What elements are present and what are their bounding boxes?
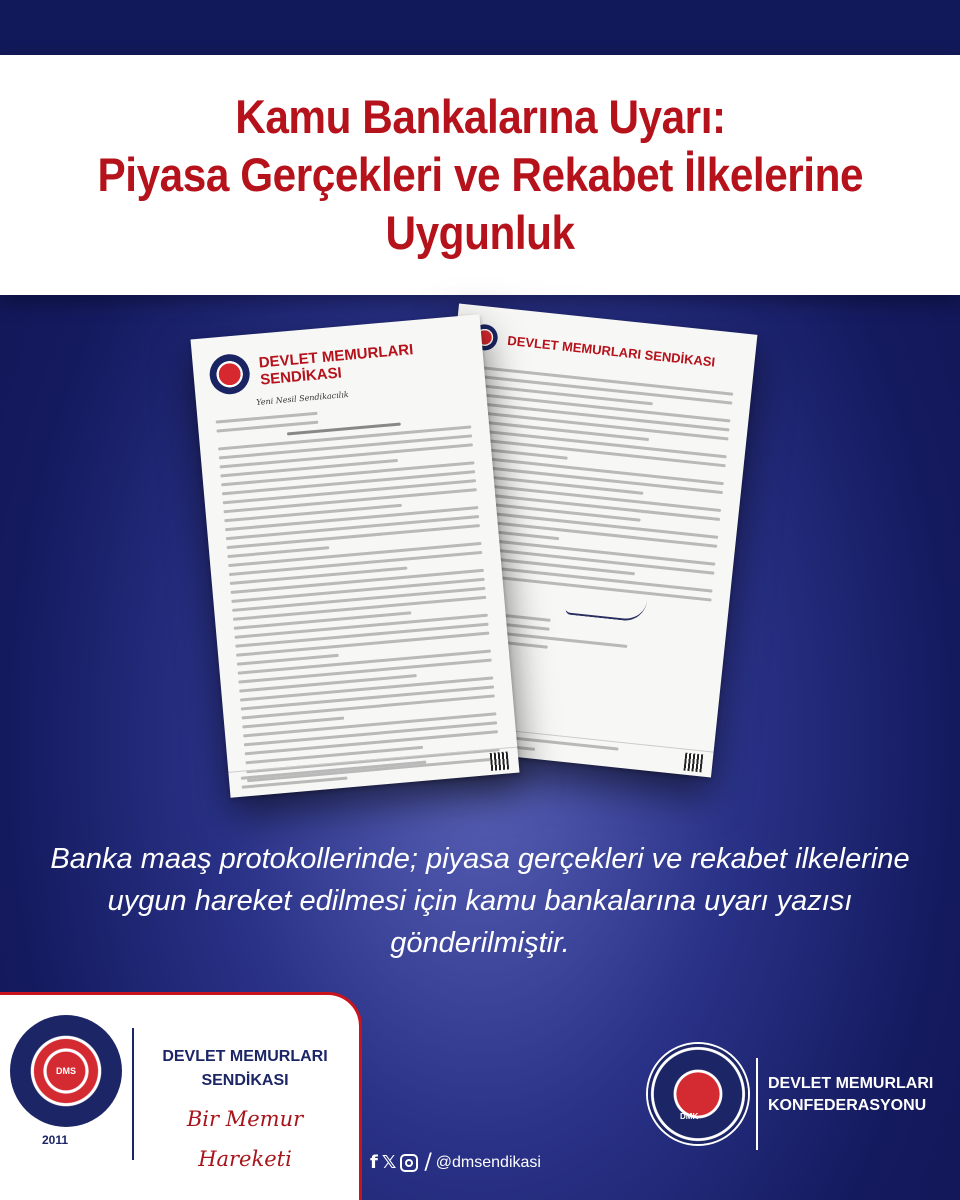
social-links bbox=[370, 1150, 541, 1175]
union-name-line-2: SENDİKASI bbox=[201, 1072, 289, 1089]
announcement-text: Banka maaş protokollerinde; piyasa gerçekleri ve rekabet ilkelerine uygun hareket edilmesi için kamu bankalarına uyarı yazısı gönderilmiştir. bbox=[50, 843, 910, 959]
document-text-lines bbox=[197, 387, 518, 784]
dmk-logo bbox=[648, 1044, 748, 1144]
divider bbox=[132, 1028, 134, 1160]
union-name-line-1: DEVLET MEMURLARI bbox=[162, 1048, 328, 1065]
document-slogan: Yeni Nesil Sendikacılık bbox=[255, 389, 350, 408]
confederation-name bbox=[768, 1073, 933, 1117]
dms-logo-text: DMS bbox=[56, 1066, 76, 1076]
title-band bbox=[0, 55, 960, 295]
divider bbox=[756, 1058, 758, 1150]
title-line-3: Uygunluk bbox=[385, 206, 575, 259]
document-org-name: DEVLET MEMURLARI SENDİKASI bbox=[258, 341, 414, 389]
seal-icon bbox=[208, 353, 251, 396]
document-page-1 bbox=[191, 314, 520, 798]
union-slogan-line-2: Hareketi bbox=[198, 1147, 292, 1171]
facebook-icon[interactable]: f bbox=[370, 1152, 378, 1173]
dms-logo-year: 2011 bbox=[42, 1133, 69, 1147]
document-image bbox=[170, 300, 810, 800]
top-strip bbox=[0, 0, 960, 55]
union-card bbox=[0, 992, 362, 1200]
title-line-2: Piyasa Gerçekleri ve Rekabet İlkelerine bbox=[97, 148, 863, 201]
qr-code-icon bbox=[683, 753, 703, 773]
dmk-logo-text: DMK bbox=[680, 1112, 699, 1121]
dms-logo bbox=[10, 1015, 122, 1127]
social-handle[interactable]: @dmsendikasi bbox=[435, 1153, 541, 1171]
instagram-icon[interactable] bbox=[400, 1154, 418, 1172]
union-name bbox=[140, 1045, 350, 1093]
union-slogan-line-1: Bir Memur bbox=[186, 1107, 304, 1131]
signature bbox=[565, 592, 647, 622]
x-icon[interactable]: 𝕏 bbox=[381, 1152, 397, 1173]
document-org-name: DEVLET MEMURLARI SENDİKASI bbox=[506, 332, 716, 370]
confederation-name-line-1: DEVLET MEMURLARI bbox=[768, 1075, 934, 1092]
qr-code-icon bbox=[490, 751, 510, 771]
title-line-1: Kamu Bankalarına Uyarı: bbox=[234, 90, 726, 143]
slash-separator: / bbox=[424, 1150, 432, 1175]
confederation-name-line-2: KONFEDERASYONU bbox=[768, 1097, 927, 1114]
